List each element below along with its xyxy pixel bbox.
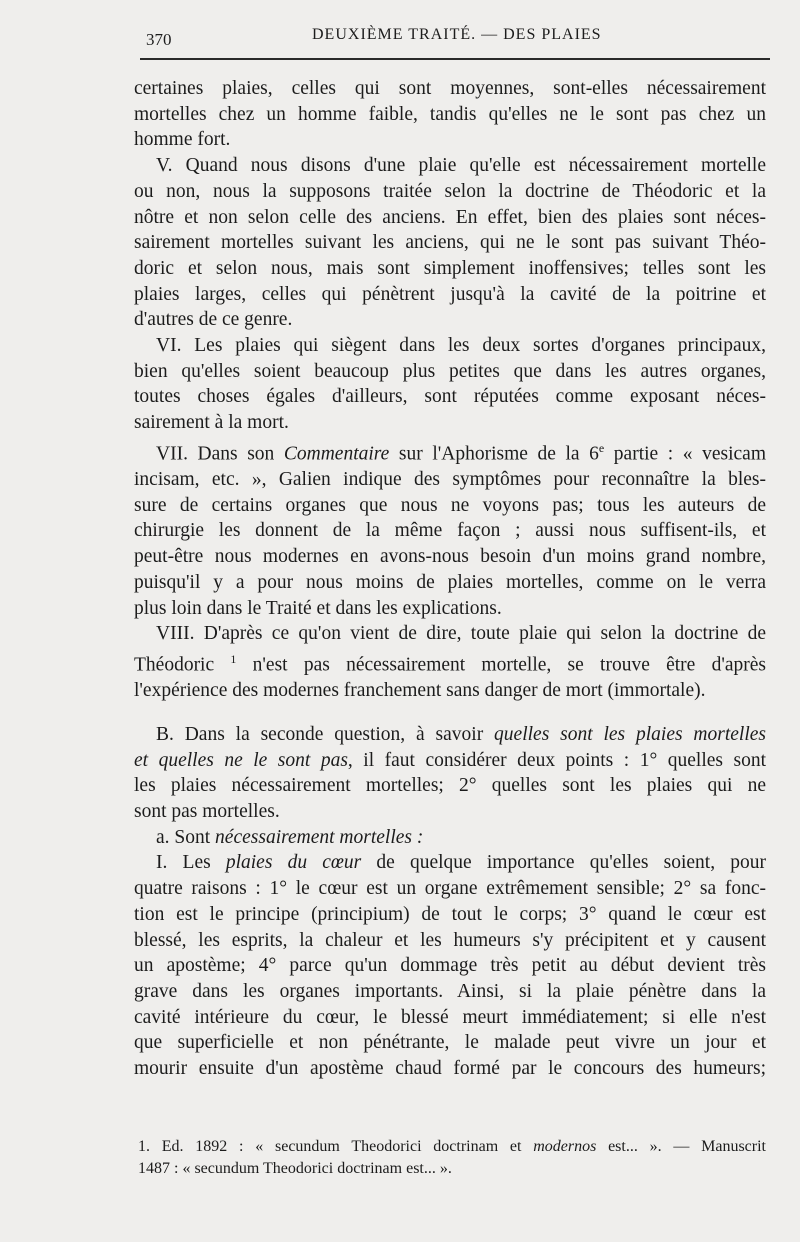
text-line: que superficielle et non pénétrante, le malade peut vivre un jour et: [134, 1032, 766, 1054]
text-line: [134, 647, 766, 678]
page-header: [140, 22, 770, 52]
text-line: blessé, les esprits, la chaleur et les humeurs s'y précipitent et y causent: [134, 929, 766, 951]
text-line: d'autres de ce genre.: [134, 309, 293, 331]
text-line: tion est le principe (principium) de tout le corps; 3° quand le cœur est: [134, 903, 766, 925]
text-run: est... ». — Manuscrit: [596, 1138, 766, 1155]
text-line: [134, 748, 766, 774]
italic-run: modernos: [533, 1138, 597, 1155]
text-run: B. Dans la seconde question, à savoir: [156, 723, 495, 745]
italic-run: nécessairement mortelles :: [215, 826, 424, 848]
text-line: un apostème; 4° parce qu'un dommage très petit au début devient très: [134, 955, 766, 977]
text-line: plus loin dans le Traité et dans les explications.: [134, 597, 502, 619]
text-run: VII. Dans son: [156, 443, 284, 465]
running-title: DEUXIÈME TRAITÉ. — DES PLAIES: [312, 26, 602, 43]
footnote-line: [138, 1136, 766, 1158]
text-line: peut-être nous modernes en avons-nous besoin d'un moins grand nombre,: [134, 546, 766, 568]
text-run: , il faut considérer deux points : 1° quelles sont: [347, 749, 766, 771]
italic-run: et quelles ne le sont pas: [134, 749, 348, 771]
text-line: toutes choses égales d'ailleurs, sont réputées comme exposant néces-: [134, 386, 766, 408]
text-line: l'expérience des modernes franchement sans danger de mort (immortale).: [134, 680, 706, 702]
text-run: sur l'Aphorisme de la 6: [389, 443, 599, 465]
text-run: 1. Ed. 1892 : « secundum Theodorici doctrinam et: [138, 1138, 534, 1155]
text-line: VI. Les plaies qui siègent dans les deux sortes d'organes principaux,: [156, 335, 766, 357]
main-text: [134, 76, 766, 1082]
superscript: e: [598, 440, 605, 455]
text-run: a. Sont: [156, 826, 216, 848]
text-line: V. Quand nous disons d'une plaie qu'elle est nécessairement mortelle: [156, 155, 766, 177]
page-number: 370: [146, 30, 172, 49]
text-line: [134, 825, 766, 851]
text-line: les plaies nécessairement mortelles; 2° quelles sont les plaies qui ne: [134, 775, 766, 797]
footnote-line: 1487 : « secundum Theodorici doctrinam est... ».: [138, 1160, 452, 1177]
text-line: [134, 436, 766, 467]
text-line: plaies larges, celles qui pénètrent jusqu'à la cavité de la poitrine et: [134, 283, 766, 305]
text-line: VIII. D'après ce qu'on vient de dire, toute plaie qui selon la doctrine de: [156, 623, 766, 645]
text-line: mourir ensuite d'un apostème chaud formé par le concours des humeurs;: [134, 1058, 766, 1080]
text-line: ou non, nous la supposons traitée selon la doctrine de Théodoric et la: [134, 180, 766, 202]
text-run: Théodoric: [134, 654, 231, 676]
text-line: cavité intérieure du cœur, le blessé meurt immédiatement; si elle n'est: [134, 1006, 766, 1028]
text-line: nôtre et non selon celle des anciens. En effet, bien des plaies sont néces-: [134, 206, 766, 228]
text-line: [134, 850, 766, 876]
italic-run: plaies du cœur: [225, 852, 362, 874]
text-line: sont pas mortelles.: [134, 800, 280, 822]
text-line: puisqu'il y a pour nous moins de plaies mortelles, comme on le verra: [134, 571, 766, 593]
text-line: grave dans les organes importants. Ainsi, si la plaie pénètre dans la: [134, 980, 766, 1002]
header-rule: [140, 58, 770, 60]
text-line: doric et selon nous, mais sont simplement inoffensives; telles sont les: [134, 257, 766, 279]
text-line: sairement mortelles suivant les anciens, qui ne le sont pas suivant Théo-: [134, 232, 766, 254]
text-line: bien qu'elles soient beaucoup plus petites que dans les autres organes,: [134, 360, 766, 382]
text-line: incisam, etc. », Galien indique des symptômes pour reconnaître la bles-: [134, 469, 766, 491]
text-line: chirurgie les donnent de la même façon ; aussi nous suffisent-ils, et: [134, 520, 766, 542]
text-run: I. Les: [156, 852, 226, 874]
text-line: homme fort.: [134, 129, 231, 151]
footnotes: [138, 1136, 766, 1180]
text-line: quatre raisons : 1° le cœur est un organe extrêmement sensible; 2° sa fonc-: [134, 878, 766, 900]
text-run: n'est pas nécessairement mortelle, se trouve être d'après: [236, 654, 766, 676]
italic-run: Commentaire: [283, 443, 390, 465]
italic-run: quelles sont les plaies mortelles: [494, 723, 766, 745]
text-line: certaines plaies, celles qui sont moyennes, sont-elles nécessairement: [134, 78, 766, 99]
text-line: sure de certains organes que nous ne voyons pas; tous les auteurs de: [134, 494, 766, 516]
text-line: sairement à la mort.: [134, 412, 289, 434]
text-run: partie : « vesicam: [604, 443, 767, 465]
text-run: de quelque importance qu'elles soient, pour: [361, 852, 766, 874]
footnote-marker: 1: [230, 651, 237, 666]
text-line: [134, 722, 766, 748]
text-line: mortelles chez un homme faible, tandis qu'elles ne le sont pas chez un: [134, 103, 766, 125]
